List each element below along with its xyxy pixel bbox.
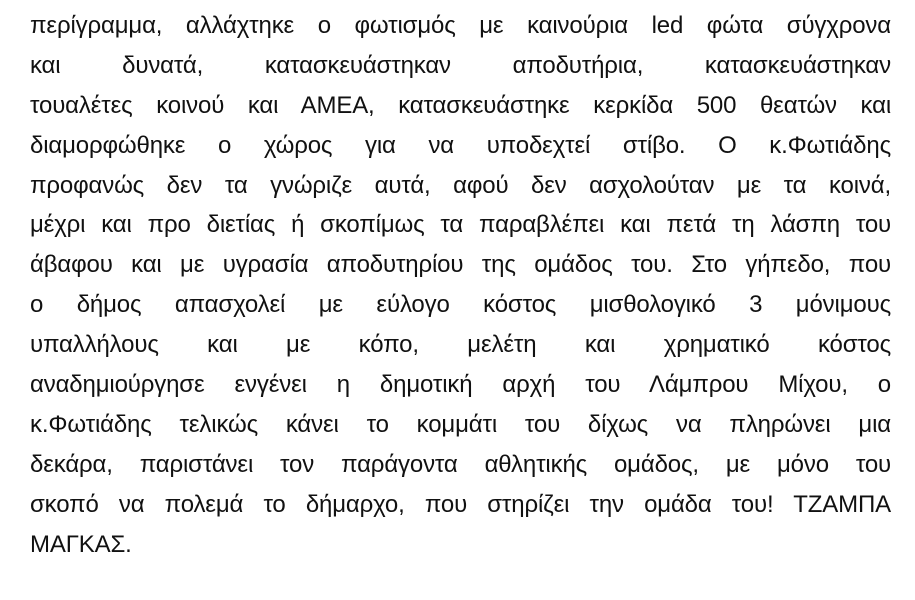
text-line: ο δήμος απασχολεί με εύλογο κόστος μισθολογικό 3 μόνιμους <box>30 291 891 319</box>
text-line: τουαλέτες κοινού και ΑΜΕΑ, κατασκευάστηκε κερκίδα 500 θεατών και <box>30 91 891 119</box>
text-line: ΜΑΓΚΑΣ. <box>30 530 132 558</box>
text-line: σκοπό να πολεμά το δήμαρχο, που στηρίζει την ομάδα του! ΤΖΑΜΠΑ <box>30 490 891 518</box>
text-line: δεκάρα, παριστάνει τον παράγοντα αθλητικής ομάδος, με μόνο του <box>30 450 891 478</box>
text-line: και δυνατά, κατασκευάστηκαν αποδυτήρια, κατασκευάστηκαν <box>30 51 891 79</box>
text-line: άβαφου και με υγρασία αποδυτηρίου της ομάδος του. Στο γήπεδο, που <box>30 251 891 279</box>
text-line: διαμορφώθηκε ο χώρος για να υποδεχτεί στίβο. Ο κ.Φωτιάδης <box>30 131 891 159</box>
text-line: υπαλλήλους και με κόπο, μελέτη και χρηματικό κόστος <box>30 331 891 359</box>
document-paragraph <box>30 6 891 564</box>
text-line: αναδημιούργησε ενγένει η δημοτική αρχή του Λάμπρου Μίχου, ο <box>30 371 891 399</box>
text-line: περίγραμμα, αλλάχτηκε ο φωτισμός με καινούρια led φώτα σύγχρονα <box>30 12 891 39</box>
text-line: μέχρι και προ διετίας ή σκοπίμως τα παραβλέπει και πετά τη λάσπη του <box>30 211 891 239</box>
text-line: προφανώς δεν τα γνώριζε αυτά, αφού δεν ασχολούταν με τα κοινά, <box>30 171 891 199</box>
text-line: κ.Φωτιάδης τελικώς κάνει το κομμάτι του δίχως να πληρώνει μια <box>30 410 891 438</box>
